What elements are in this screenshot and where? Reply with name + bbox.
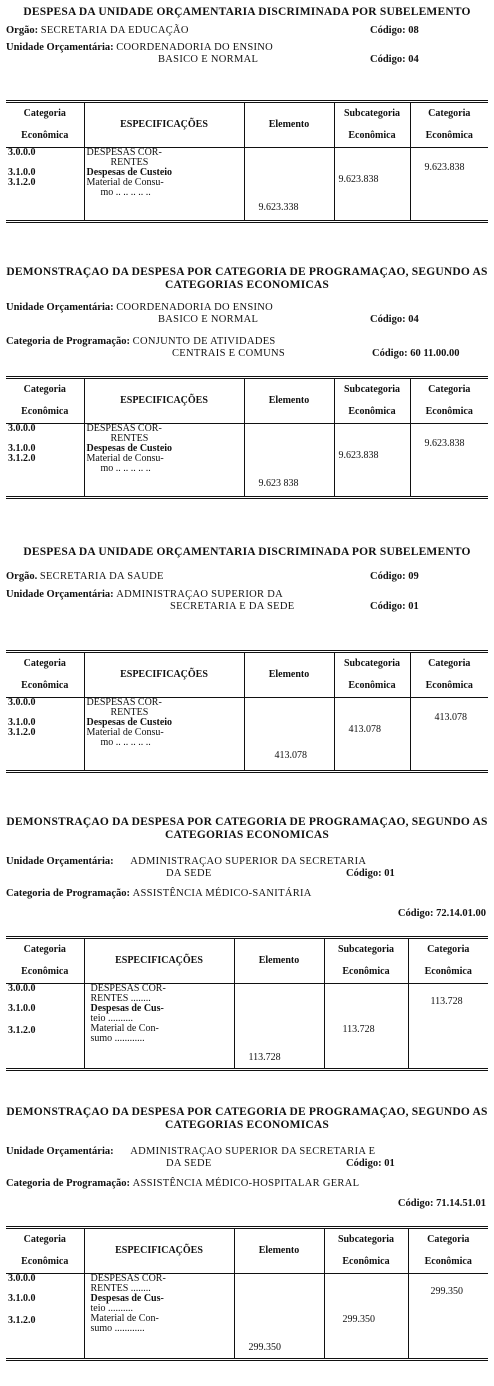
orgao-line — [0, 571, 494, 583]
spec-line-5: mo .. .. .. .. .. — [100, 737, 151, 748]
categoria-cell — [410, 148, 488, 222]
table-row — [6, 148, 488, 222]
spec-line-5: Material de Con- — [90, 1313, 159, 1324]
programacao-value: ASSISTÊNCIA MÉDICO-SANITÁRIA — [132, 888, 312, 899]
header-subcategoria — [324, 1228, 408, 1274]
subcategoria-cell — [324, 1274, 408, 1360]
table-header-row — [6, 652, 488, 698]
table-header-row — [6, 1228, 488, 1274]
header-categoria — [6, 938, 84, 984]
spec-line-5: mo .. .. .. .. .. — [100, 463, 151, 474]
subcategoria-cell — [334, 148, 410, 222]
categoria-value: 9.623.838 — [424, 162, 465, 173]
header-categoria2-label: Categoria — [427, 1234, 470, 1245]
unidade-label: Unidade Orçamentária: — [6, 302, 114, 313]
spec-line-1: DESPESAS COR- — [86, 147, 162, 158]
table-header-row — [6, 102, 488, 148]
unidade-value: ADMINISTRAÇAO SUPERIOR DA — [116, 589, 284, 600]
section-title: DEMONSTRAÇAO DA DESPESA POR CATEGORIA DE PROGRAMAÇAO, SEGUNDO AS CATEGORIAS ECONOMICAS — [6, 816, 488, 841]
code-0: 3.0.0.0 — [8, 1273, 36, 1284]
spec-line-5: mo .. .. .. .. .. — [100, 187, 151, 198]
spec-line-6: sumo ............ — [90, 1323, 145, 1334]
code-1: 3.1.0.0 — [8, 443, 36, 454]
section-title: DEMONSTRAÇAO DA DESPESA POR CATEGORIA DE PROGRAMAÇAO, SEGUNDO AS CATEGORIAS ECONOMICAS — [6, 266, 488, 291]
code-0: 3.0.0.0 — [8, 147, 36, 158]
table-5 — [6, 1226, 488, 1361]
codes-cell — [6, 698, 84, 772]
unidade-value-cont — [6, 54, 494, 66]
header-economica2-label: Econômica — [425, 680, 473, 691]
elemento-value: 413.078 — [274, 750, 307, 761]
unidade-value-cont — [6, 314, 494, 326]
spec-line-4: teio .......... — [90, 1303, 133, 1314]
section-title: DESPESA DA UNIDADE ORÇAMENTARIA DISCRIMINADA POR SUBELEMENTO — [23, 6, 471, 18]
spec-line-1: DESPESAS COR- — [90, 983, 166, 994]
spec-line-1: DESPESAS COR- — [90, 1273, 166, 1284]
header-especificacoes: ESPECIFICAÇÕES — [84, 652, 244, 698]
header-subcategoria — [334, 652, 410, 698]
categoria-value: 113.728 — [430, 996, 463, 1007]
section-title: DESPESA DA UNIDADE ORÇAMENTARIA DISCRIMINADA POR SUBELEMENTO — [23, 546, 471, 558]
subcategoria-value: 9.623.838 — [338, 450, 379, 461]
header-economica-label: Econômica — [21, 680, 69, 691]
programacao-line — [0, 1178, 494, 1190]
programacao-value: ASSISTÊNCIA MÉDICO-HOSPITALAR GERAL — [132, 1178, 360, 1189]
table-row — [6, 424, 488, 498]
header-categoria-label: Categoria — [23, 108, 66, 119]
unidade-value: ADMINISTRAÇAO SUPERIOR DA SECRETARIA E — [130, 1146, 376, 1157]
unidade-line — [0, 589, 494, 613]
codes-cell — [6, 1274, 84, 1360]
code-1: 3.1.0.0 — [8, 717, 36, 728]
header-categoria2-label: Categoria — [428, 384, 471, 395]
elemento-cell — [244, 698, 334, 772]
header-categoria2-label: Categoria — [428, 658, 471, 669]
header-elemento: Elemento — [244, 102, 334, 148]
header-economica-label: Econômica — [21, 130, 69, 141]
programacao-label: Categoria de Programação: — [6, 336, 131, 347]
code-0: 3.0.0.0 — [8, 697, 36, 708]
header-categoria2-label: Categoria — [427, 944, 470, 955]
header-economica-label: Econômica — [21, 1256, 69, 1267]
programacao-code: Código: 72.14.01.00 — [397, 908, 486, 919]
spec-line-1: DESPESAS COR- — [86, 423, 162, 434]
header-especificacoes: ESPECIFICAÇÕES — [84, 938, 234, 984]
header-categoria — [6, 1228, 84, 1274]
header-categoria-label: Categoria — [23, 944, 66, 955]
spec-line-1: DESPESAS COR- — [86, 697, 162, 708]
table-2 — [6, 376, 488, 499]
subcategoria-value: 113.728 — [342, 1024, 375, 1035]
categoria-cell — [408, 984, 488, 1070]
header-subcategoria-label: Subcategoria — [343, 658, 401, 669]
code-2: 3.1.2.0 — [8, 1025, 36, 1036]
header-categoria2-label: Categoria — [428, 108, 471, 119]
spec-line-4: Material de Consu- — [86, 727, 164, 738]
header-subcategoria-economica: Econômica — [342, 1256, 390, 1267]
header-subcategoria-economica: Econômica — [342, 966, 390, 977]
header-categoria-2 — [410, 102, 488, 148]
section-5 — [0, 1106, 494, 1209]
spec-line-2: RENTES ........ — [90, 993, 151, 1004]
header-especificacoes: ESPECIFICAÇÕES — [84, 102, 244, 148]
orgao-label: Orgão. — [6, 571, 38, 582]
table-4 — [6, 936, 488, 1071]
spec-line-4: Material de Consu- — [86, 177, 164, 188]
header-categoria — [6, 652, 84, 698]
elemento-value: 299.350 — [248, 1342, 281, 1353]
orgao-value: SECRETARIA DA EDUCAÇÃO — [40, 25, 189, 36]
table-header-row — [6, 938, 488, 984]
header-subcategoria — [334, 102, 410, 148]
table-3 — [6, 650, 488, 773]
categoria-cell — [408, 1274, 488, 1360]
header-elemento: Elemento — [234, 938, 324, 984]
spec-cell — [84, 424, 244, 498]
programacao-code: Código: 60 11.00.00 — [372, 348, 460, 359]
section-2 — [0, 266, 494, 360]
header-subcategoria-economica: Econômica — [348, 130, 396, 141]
spec-line-3: Despesas de Custeio — [86, 443, 173, 454]
spec-line-2: RENTES ........ — [90, 1283, 151, 1294]
header-especificacoes: ESPECIFICAÇÕES — [84, 378, 244, 424]
elemento-cell — [244, 424, 334, 498]
categoria-cell — [410, 424, 488, 498]
elemento-cell — [234, 1274, 324, 1360]
unidade-code: Código: 04 — [370, 54, 419, 65]
elemento-cell — [244, 148, 334, 222]
unidade-label: Unidade Orçamentária: — [6, 589, 114, 600]
spec-line-3: Despesas de Custeio — [86, 167, 173, 178]
categoria-value: 9.623.838 — [424, 438, 465, 449]
programacao-code: Código: 71.14.51.01 — [397, 1198, 486, 1209]
spec-line-4: Material de Consu- — [86, 453, 164, 464]
spec-line-3: Despesas de Custeio — [86, 717, 173, 728]
unidade-line — [0, 42, 494, 66]
code-2: 3.1.2.0 — [8, 1315, 36, 1326]
header-elemento: Elemento — [234, 1228, 324, 1274]
subcategoria-value: 299.350 — [342, 1314, 375, 1325]
code-0: 3.0.0.0 — [8, 983, 36, 994]
elemento-cell — [234, 984, 324, 1070]
unidade-code: Código: 01 — [346, 1158, 395, 1169]
unidade-value-2: SECRETARIA E DA SEDE — [170, 601, 295, 612]
elemento-value: 9.623 838 — [258, 478, 299, 489]
categoria-value: 413.078 — [434, 712, 467, 723]
header-economica2-label: Econômica — [425, 130, 473, 141]
programacao-label: Categoria de Programação: — [6, 1178, 131, 1189]
section-title: DEMONSTRAÇAO DA DESPESA POR CATEGORIA DE PROGRAMAÇAO, SEGUNDO AS CATEGORIAS ECONOMICAS — [6, 1106, 488, 1131]
header-economica-label: Econômica — [21, 406, 69, 417]
subcategoria-cell — [334, 424, 410, 498]
header-categoria-2 — [410, 378, 488, 424]
programacao-label: Categoria de Programação: — [6, 888, 131, 899]
code-0: 3.0.0.0 — [8, 423, 36, 434]
header-categoria — [6, 102, 84, 148]
unidade-code: Código: 04 — [370, 314, 419, 325]
spec-cell — [84, 698, 244, 772]
header-subcategoria — [324, 938, 408, 984]
code-2: 3.1.2.0 — [8, 453, 36, 464]
header-subcategoria — [334, 378, 410, 424]
code-1: 3.1.0.0 — [8, 1003, 36, 1014]
programacao-line — [0, 336, 494, 360]
unidade-value-cont — [6, 601, 494, 613]
spec-line-2: RENTES — [110, 433, 149, 444]
orgao-value: SECRETARIA DA SAUDE — [39, 571, 164, 582]
header-economica-label: Econômica — [21, 966, 69, 977]
header-subcategoria-label: Subcategoria — [337, 944, 395, 955]
table-row — [6, 698, 488, 772]
header-subcategoria-label: Subcategoria — [343, 384, 401, 395]
unidade-value: COORDENADORIA DO ENSINO — [116, 42, 274, 53]
unidade-label: Unidade Orçamentária: — [6, 1146, 114, 1157]
unidade-code: Código: 01 — [370, 601, 419, 612]
spec-line-2: RENTES — [110, 157, 149, 168]
unidade-value: ADMINISTRAÇAO SUPERIOR DA SECRETARIA — [130, 856, 367, 867]
header-economica2-label: Econômica — [424, 1256, 472, 1267]
section-4 — [0, 816, 494, 919]
spec-line-3: Despesas de Cus- — [90, 1003, 164, 1014]
codes-cell — [6, 424, 84, 498]
subcategoria-cell — [324, 984, 408, 1070]
spec-line-5: Material de Con- — [90, 1023, 159, 1034]
categoria-value: 299.350 — [430, 1286, 463, 1297]
header-categoria-2 — [408, 1228, 488, 1274]
orgao-line — [0, 25, 494, 37]
unidade-line — [0, 1146, 494, 1170]
unidade-value-2: BASICO E NORMAL — [158, 54, 259, 65]
categoria-cell — [410, 698, 488, 772]
unidade-label: Unidade Orçamentária: — [6, 42, 114, 53]
header-subcategoria-economica: Econômica — [348, 680, 396, 691]
header-especificacoes: ESPECIFICAÇÕES — [84, 1228, 234, 1274]
header-categoria-2 — [410, 652, 488, 698]
subcategoria-cell — [334, 698, 410, 772]
header-elemento: Elemento — [244, 652, 334, 698]
orgao-code: Código: 08 — [370, 25, 419, 36]
header-subcategoria-label: Subcategoria — [343, 108, 401, 119]
code-2: 3.1.2.0 — [8, 727, 36, 738]
subcategoria-value: 413.078 — [348, 724, 381, 735]
header-economica2-label: Econômica — [425, 406, 473, 417]
table-row — [6, 984, 488, 1070]
table-header-row — [6, 378, 488, 424]
orgao-code: Código: 09 — [370, 571, 419, 582]
unidade-line — [0, 856, 494, 880]
header-categoria-label: Categoria — [23, 658, 66, 669]
programacao-value-2: CENTRAIS E COMUNS — [172, 348, 286, 359]
unidade-value: COORDENADORIA DO ENSINO — [116, 302, 274, 313]
subcategoria-value: 9.623.838 — [338, 174, 379, 185]
header-economica2-label: Econômica — [424, 966, 472, 977]
spec-line-4: teio .......... — [90, 1013, 133, 1024]
table-row — [6, 1274, 488, 1360]
spec-line-2: RENTES — [110, 707, 149, 718]
header-elemento: Elemento — [244, 378, 334, 424]
unidade-value-2: BASICO E NORMAL — [158, 314, 259, 325]
header-categoria — [6, 378, 84, 424]
unidade-label: Unidade Orçamentária: — [6, 856, 114, 867]
codes-cell — [6, 148, 84, 222]
programacao-line — [0, 888, 494, 900]
header-categoria-label: Categoria — [23, 1234, 66, 1245]
section-1 — [0, 6, 494, 66]
unidade-code: Código: 01 — [346, 868, 395, 879]
orgao-label: Orgão: — [6, 25, 39, 36]
code-1: 3.1.0.0 — [8, 167, 36, 178]
header-subcategoria-economica: Econômica — [348, 406, 396, 417]
unidade-line — [0, 302, 494, 326]
header-categoria-label: Categoria — [23, 384, 66, 395]
code-1: 3.1.0.0 — [8, 1293, 36, 1304]
elemento-value: 9.623.338 — [258, 202, 299, 213]
code-2: 3.1.2.0 — [8, 177, 36, 188]
spec-cell — [84, 148, 244, 222]
unidade-value-2: DA SEDE — [166, 1158, 212, 1169]
spec-cell — [84, 984, 234, 1070]
header-subcategoria-label: Subcategoria — [337, 1234, 395, 1245]
header-categoria-2 — [408, 938, 488, 984]
unidade-value-cont — [6, 1158, 494, 1170]
section-3 — [0, 546, 494, 613]
elemento-value: 113.728 — [248, 1052, 281, 1063]
spec-line-3: Despesas de Cus- — [90, 1293, 164, 1304]
table-1 — [6, 100, 488, 223]
unidade-value-cont — [6, 868, 494, 880]
programacao-value: CONJUNTO DE ATIVIDADES — [132, 336, 276, 347]
spec-cell — [84, 1274, 234, 1360]
spec-line-6: sumo ............ — [90, 1033, 145, 1044]
codes-cell — [6, 984, 84, 1070]
unidade-value-2: DA SEDE — [166, 868, 212, 879]
